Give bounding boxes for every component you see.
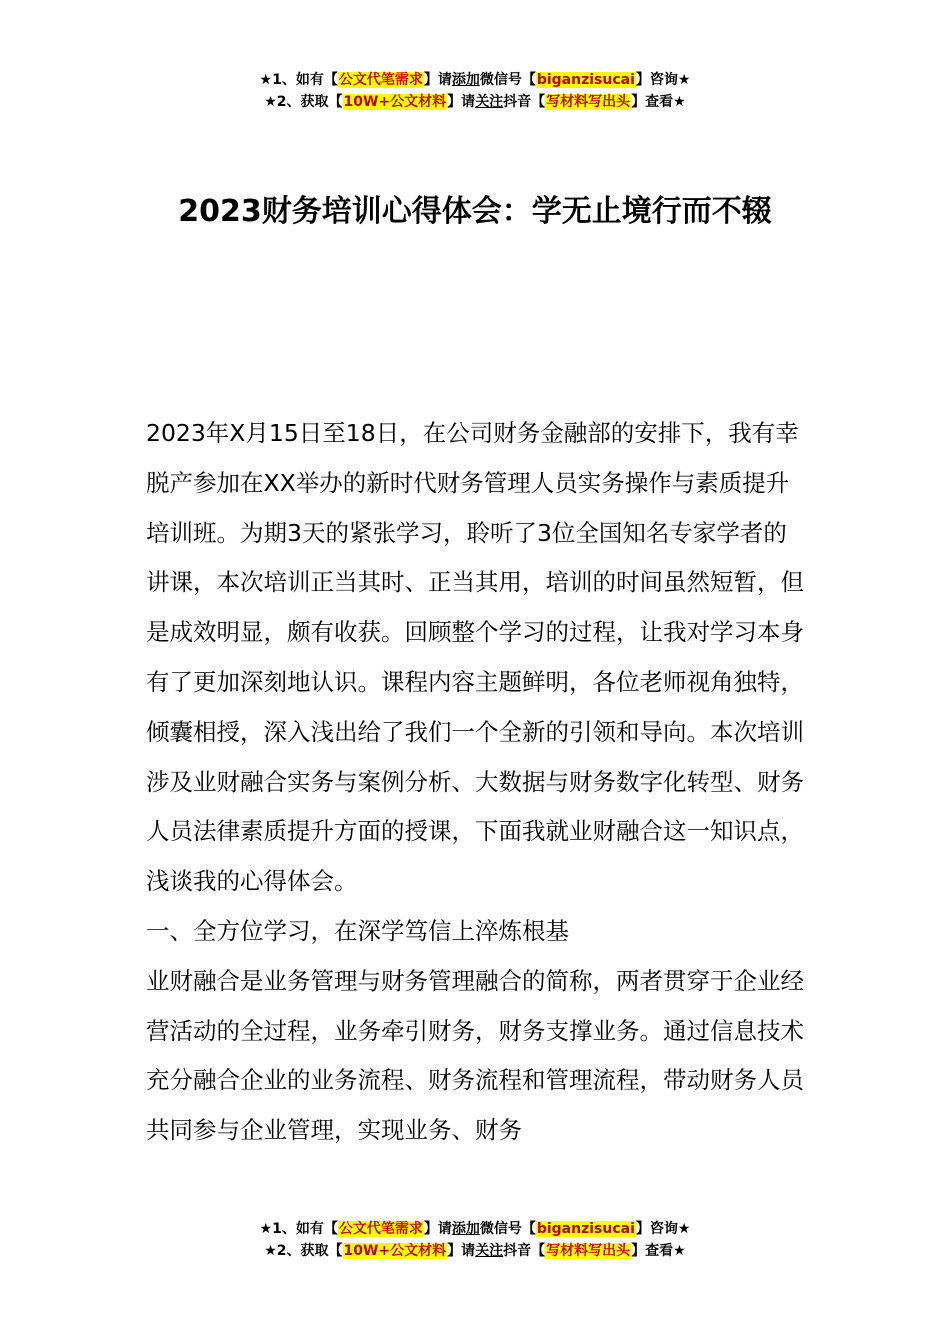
promo-text: 微信号【: [479, 1221, 536, 1237]
promo-text: 】查看★: [631, 94, 686, 110]
body-paragraph: 2023年X月15日至18日，在公司财务金融部的安排下，我有幸脱产参加在XX举办的新时代财务管理人员实务操作与素质提升培训班。为期3天的紧张学习，聆听了3位全国知名专家学者的讲课，本次培训正当其时、正当其用，培训的时间虽然短暂，但是成效明显，颇有收获。回顾整个学习的过程，让我对学习本身有了更加深刻地认识。课程内容主题鲜明，各位老师视角独特，倾囊相授，深入浅出给了我们一个全新的引领和导向。本次培训涉及业财融合实务与案例分析、大数据与财务数字化转型、财务人员法律素质提升方面的授课，下面我就业财融合这一知识点，浅谈我的心得体会。: [146, 419, 804, 896]
douyin-id-highlight: 写材料写出头: [546, 94, 631, 110]
section-heading: 一、全方位学习，在深学笃信上淬炼根基: [146, 916, 569, 945]
promo-text: ★2、获取【: [264, 94, 343, 110]
promo-line-1: [0, 1218, 950, 1240]
promo-underlined: 添加: [451, 72, 480, 88]
promo-text: ★1、如有【: [259, 72, 338, 88]
promo-highlight: 10W+公文材料: [343, 1243, 447, 1259]
promo-line-2: [0, 1240, 950, 1262]
promo-highlight: 10W+公文材料: [343, 94, 447, 110]
promo-text: ★2、获取【: [264, 1243, 343, 1259]
promo-line-1: [0, 69, 950, 91]
promo-text: 抖音【: [503, 94, 546, 110]
promo-underlined: 添加: [451, 1221, 480, 1237]
body-paragraph: 业财融合是业务管理与财务管理融合的简称，两者贯穿于企业经营活动的全过程，业务牵引财务，财务支撑业务。通过信息技术充分融合企业的业务流程、财务流程和管理流程，带动财务人员共同参与企业管理，实现业务、财务: [146, 966, 804, 1145]
promo-text: 】查看★: [631, 1243, 686, 1259]
promo-text: 】咨询★: [635, 1221, 691, 1237]
douyin-id-highlight: 写材料写出头: [546, 1243, 631, 1259]
promo-text: ★1、如有【: [259, 1221, 338, 1237]
promo-highlight: 公文代笔需求: [338, 1221, 423, 1237]
promo-text: 】请: [423, 72, 452, 88]
promo-underlined: 关注: [475, 94, 504, 110]
document-body: [146, 409, 810, 1156]
footer-promo-banner: [0, 1218, 950, 1262]
promo-highlight: 公文代笔需求: [338, 72, 423, 88]
promo-text: 】请: [447, 1243, 476, 1259]
header-promo-banner: [0, 69, 950, 113]
promo-text: 】请: [447, 94, 476, 110]
promo-text: 微信号【: [479, 72, 536, 88]
document-title: 2023财务培训心得体会：学无止境行而不辍: [178, 194, 772, 229]
promo-text: 】请: [423, 1221, 452, 1237]
promo-text: 】咨询★: [635, 72, 691, 88]
wechat-id-highlight: biganzisucai: [536, 72, 635, 88]
promo-text: 抖音【: [503, 1243, 546, 1259]
promo-line-2: [0, 91, 950, 113]
wechat-id-highlight: biganzisucai: [536, 1221, 635, 1237]
promo-underlined: 关注: [475, 1243, 504, 1259]
